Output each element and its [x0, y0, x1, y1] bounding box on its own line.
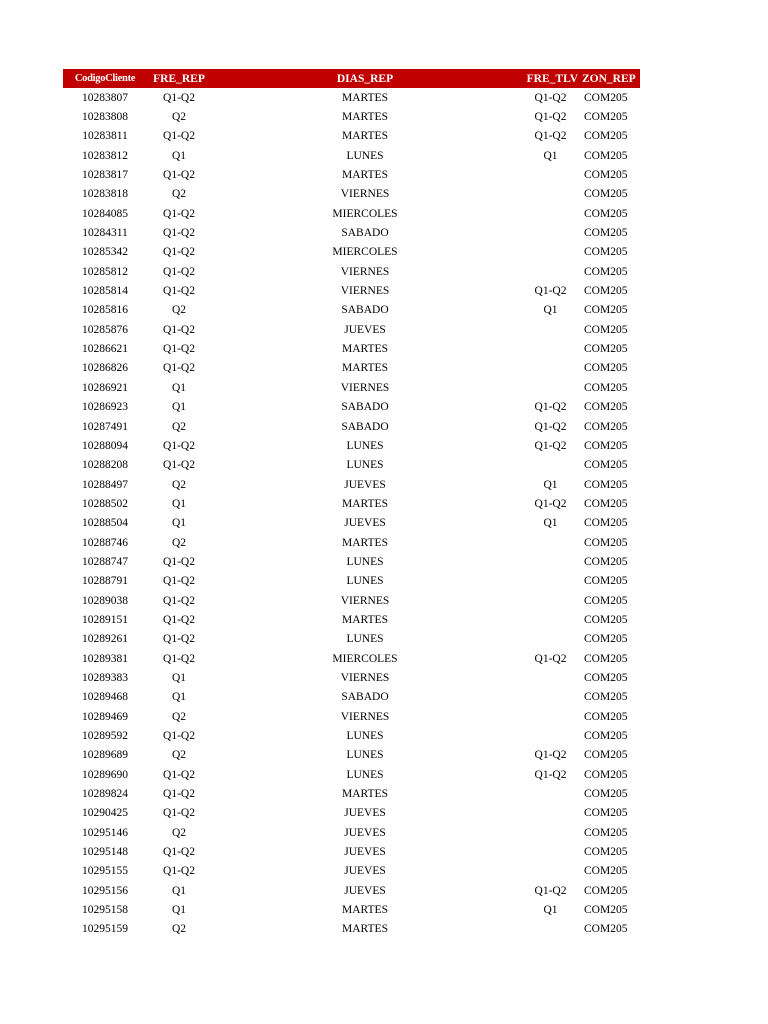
table-row: [63, 107, 640, 126]
table-row: [63, 920, 640, 939]
cell-dias-rep[interactable]: SABADO: [341, 420, 389, 433]
cell-codigo-cliente[interactable]: 10288747: [82, 555, 128, 568]
cell-dias-rep[interactable]: MARTES: [342, 497, 388, 510]
cell-dias-rep[interactable]: MARTES: [342, 788, 388, 801]
cell-zon-rep[interactable]: COM205: [584, 149, 628, 162]
cell-zon-rep[interactable]: COM205: [584, 207, 628, 220]
cell-fre-tlv[interactable]: Q1-Q2: [534, 420, 567, 433]
table-row: [63, 262, 640, 281]
cell-dias-rep[interactable]: SABADO: [341, 227, 389, 240]
cell-dias-rep[interactable]: JUEVES: [344, 865, 386, 878]
cell-codigo-cliente[interactable]: 10289689: [82, 749, 128, 762]
cell-fre-rep[interactable]: Q1-Q2: [163, 730, 195, 743]
cell-fre-rep[interactable]: Q1-Q2: [163, 130, 195, 143]
cell-zon-rep[interactable]: COM205: [584, 265, 628, 278]
table-row: [63, 223, 640, 242]
cell-dias-rep[interactable]: MIERCOLES: [332, 207, 398, 220]
cell-zon-rep[interactable]: COM205: [584, 846, 628, 859]
cell-fre-rep[interactable]: Q1-Q2: [163, 575, 195, 588]
cell-fre-rep[interactable]: Q1-Q2: [163, 169, 195, 182]
cell-dias-rep[interactable]: MARTES: [342, 91, 388, 104]
table-row: [63, 765, 640, 784]
cell-fre-tlv[interactable]: Q1-Q2: [534, 401, 567, 414]
cell-fre-rep[interactable]: Q1: [171, 884, 187, 897]
table-header: [63, 69, 640, 88]
cell-zon-rep[interactable]: COM205: [584, 788, 628, 801]
cell-codigo-cliente[interactable]: 10287491: [82, 420, 128, 433]
cell-fre-tlv[interactable]: Q1: [543, 149, 558, 162]
cell-zon-rep[interactable]: COM205: [584, 362, 628, 375]
table-row: [63, 436, 640, 455]
cell-codigo-cliente[interactable]: 10283817: [82, 169, 128, 182]
cell-fre-rep[interactable]: Q1-Q2: [163, 788, 195, 801]
cell-fre-rep[interactable]: Q1: [171, 149, 187, 162]
cell-fre-rep[interactable]: Q2: [171, 826, 187, 839]
table-row: [63, 610, 640, 629]
cell-fre-rep[interactable]: Q1-Q2: [163, 807, 195, 820]
cell-dias-rep[interactable]: JUEVES: [344, 884, 386, 897]
cell-zon-rep[interactable]: COM205: [584, 381, 628, 394]
cell-zon-rep[interactable]: COM205: [584, 671, 628, 684]
cell-codigo-cliente[interactable]: 10289592: [82, 730, 128, 743]
cell-codigo-cliente[interactable]: 10288094: [82, 439, 128, 452]
cell-codigo-cliente[interactable]: 10289824: [82, 788, 128, 801]
table-row: [63, 398, 640, 417]
cell-codigo-cliente[interactable]: 10283811: [82, 130, 128, 143]
cell-dias-rep[interactable]: VIERNES: [340, 381, 390, 394]
cell-zon-rep[interactable]: COM205: [584, 246, 628, 259]
cell-fre-tlv[interactable]: Q1-Q2: [534, 884, 567, 897]
table-row: [63, 591, 640, 610]
table-row: [63, 572, 640, 591]
cell-dias-rep[interactable]: LUNES: [346, 730, 384, 743]
table-row: [63, 784, 640, 803]
cell-fre-tlv[interactable]: Q1-Q2: [534, 285, 567, 298]
cell-fre-tlv[interactable]: Q1-Q2: [534, 111, 567, 124]
cell-dias-rep[interactable]: MIERCOLES: [332, 652, 398, 665]
cell-codigo-cliente[interactable]: 10284085: [82, 207, 128, 220]
cell-codigo-cliente[interactable]: 10295159: [82, 923, 128, 936]
cell-zon-rep[interactable]: COM205: [584, 613, 628, 626]
cell-dias-rep[interactable]: LUNES: [346, 459, 384, 472]
cell-fre-rep[interactable]: Q1-Q2: [163, 768, 195, 781]
cell-codigo-cliente[interactable]: 10295148: [82, 846, 128, 859]
table-row: [63, 707, 640, 726]
cell-fre-tlv[interactable]: Q1-Q2: [534, 768, 567, 781]
cell-dias-rep[interactable]: MARTES: [342, 130, 388, 143]
table-row: [63, 185, 640, 204]
cell-fre-rep[interactable]: Q1-Q2: [163, 439, 195, 452]
client-table: [63, 69, 640, 939]
table-row: [63, 823, 640, 842]
cell-dias-rep[interactable]: LUNES: [346, 439, 384, 452]
cell-fre-rep[interactable]: Q1: [171, 497, 187, 510]
header-fre-rep[interactable]: FRE_REP: [153, 72, 205, 85]
cell-codigo-cliente[interactable]: 10288791: [82, 575, 128, 588]
cell-dias-rep[interactable]: MARTES: [342, 923, 388, 936]
cell-codigo-cliente[interactable]: 10288504: [82, 517, 128, 530]
cell-zon-rep[interactable]: COM205: [584, 575, 628, 588]
cell-fre-rep[interactable]: Q1-Q2: [163, 246, 195, 259]
cell-dias-rep[interactable]: JUEVES: [344, 478, 386, 491]
cell-dias-rep[interactable]: LUNES: [346, 149, 384, 162]
cell-fre-rep[interactable]: Q2: [171, 710, 187, 723]
table-body: [63, 88, 640, 939]
cell-codigo-cliente[interactable]: 10295146: [82, 826, 128, 839]
table-row: [63, 359, 640, 378]
table-row: [63, 165, 640, 184]
header-fre-tlv[interactable]: FRE_TLV: [526, 72, 578, 85]
cell-fre-tlv[interactable]: Q1-Q2: [534, 497, 567, 510]
cell-dias-rep[interactable]: MARTES: [342, 904, 388, 917]
cell-fre-rep[interactable]: Q2: [171, 478, 187, 491]
cell-zon-rep[interactable]: COM205: [584, 865, 628, 878]
cell-zon-rep[interactable]: COM205: [584, 652, 628, 665]
cell-zon-rep[interactable]: COM205: [584, 478, 628, 491]
cell-codigo-cliente[interactable]: 10283818: [82, 188, 128, 201]
table-row: [63, 475, 640, 494]
table-row: [63, 494, 640, 513]
cell-fre-rep[interactable]: Q1-Q2: [163, 285, 195, 298]
table-row: [63, 688, 640, 707]
cell-codigo-cliente[interactable]: 10289381: [82, 652, 128, 665]
cell-codigo-cliente[interactable]: 10289038: [82, 594, 128, 607]
cell-dias-rep[interactable]: JUEVES: [344, 807, 386, 820]
cell-codigo-cliente[interactable]: 10286826: [82, 362, 128, 375]
cell-zon-rep[interactable]: COM205: [584, 691, 628, 704]
cell-fre-tlv[interactable]: Q1-Q2: [534, 439, 567, 452]
cell-fre-rep[interactable]: Q2: [171, 188, 187, 201]
cell-codigo-cliente[interactable]: 10288746: [82, 536, 128, 549]
cell-fre-rep[interactable]: Q1-Q2: [163, 459, 195, 472]
cell-dias-rep[interactable]: SABADO: [341, 304, 389, 317]
cell-zon-rep[interactable]: COM205: [584, 826, 628, 839]
cell-codigo-cliente[interactable]: 10286921: [82, 381, 128, 394]
cell-zon-rep[interactable]: COM205: [584, 768, 628, 781]
cell-zon-rep[interactable]: COM205: [584, 111, 628, 124]
cell-codigo-cliente[interactable]: 10288502: [82, 497, 128, 510]
cell-fre-rep[interactable]: Q1-Q2: [163, 633, 195, 646]
cell-dias-rep[interactable]: VIERNES: [340, 594, 390, 607]
cell-fre-rep[interactable]: Q1: [171, 381, 187, 394]
cell-codigo-cliente[interactable]: 10283807: [82, 91, 128, 104]
cell-fre-tlv[interactable]: Q1: [543, 904, 558, 917]
cell-fre-rep[interactable]: Q1-Q2: [163, 207, 195, 220]
cell-dias-rep[interactable]: MARTES: [342, 613, 388, 626]
cell-fre-tlv[interactable]: Q1: [543, 304, 558, 317]
cell-codigo-cliente[interactable]: 10289690: [82, 768, 128, 781]
cell-dias-rep[interactable]: VIERNES: [340, 710, 390, 723]
table-row: [63, 533, 640, 552]
cell-fre-rep[interactable]: Q1-Q2: [163, 91, 195, 104]
cell-fre-rep[interactable]: Q1: [171, 691, 187, 704]
header-zon-rep[interactable]: ZON_REP: [582, 72, 636, 85]
cell-fre-rep[interactable]: Q1-Q2: [163, 343, 195, 356]
cell-fre-rep[interactable]: Q2: [171, 111, 187, 124]
cell-zon-rep[interactable]: COM205: [584, 304, 628, 317]
cell-zon-rep[interactable]: COM205: [584, 420, 628, 433]
cell-fre-rep[interactable]: Q1-Q2: [163, 555, 195, 568]
cell-dias-rep[interactable]: MIERCOLES: [332, 246, 398, 259]
cell-zon-rep[interactable]: COM205: [584, 749, 628, 762]
cell-fre-rep[interactable]: Q2: [171, 749, 187, 762]
cell-zon-rep[interactable]: COM205: [584, 594, 628, 607]
table-row: [63, 378, 640, 397]
cell-dias-rep[interactable]: JUEVES: [344, 846, 386, 859]
table-row: [63, 339, 640, 358]
cell-dias-rep[interactable]: LUNES: [346, 575, 384, 588]
cell-fre-tlv[interactable]: Q1-Q2: [534, 652, 567, 665]
cell-fre-rep[interactable]: Q2: [171, 420, 187, 433]
cell-codigo-cliente[interactable]: 10285812: [82, 265, 128, 278]
cell-zon-rep[interactable]: COM205: [584, 459, 628, 472]
table-row: [63, 881, 640, 900]
table-row: [63, 456, 640, 475]
table-row: [63, 320, 640, 339]
cell-dias-rep[interactable]: VIERNES: [340, 671, 390, 684]
cell-dias-rep[interactable]: MARTES: [342, 536, 388, 549]
cell-codigo-cliente[interactable]: 10285814: [82, 285, 128, 298]
cell-fre-rep[interactable]: Q2: [171, 536, 187, 549]
header-codigo-cliente[interactable]: CodigoCliente: [74, 73, 136, 84]
cell-zon-rep[interactable]: COM205: [584, 497, 628, 510]
cell-zon-rep[interactable]: COM205: [584, 536, 628, 549]
cell-codigo-cliente[interactable]: 10285342: [82, 246, 128, 259]
cell-fre-rep[interactable]: Q1-Q2: [163, 865, 195, 878]
cell-dias-rep[interactable]: MARTES: [342, 362, 388, 375]
table-row: [63, 88, 640, 107]
table-row: [63, 552, 640, 571]
table-row: [63, 281, 640, 300]
cell-codigo-cliente[interactable]: 10283812: [82, 149, 128, 162]
cell-zon-rep[interactable]: COM205: [584, 323, 628, 336]
cell-fre-rep[interactable]: Q2: [171, 923, 187, 936]
cell-codigo-cliente[interactable]: 10283808: [82, 111, 128, 124]
cell-zon-rep[interactable]: COM205: [584, 285, 628, 298]
cell-zon-rep[interactable]: COM205: [584, 343, 628, 356]
cell-zon-rep[interactable]: COM205: [584, 227, 628, 240]
cell-dias-rep[interactable]: VIERNES: [340, 285, 390, 298]
cell-fre-tlv[interactable]: Q1-Q2: [534, 130, 567, 143]
cell-codigo-cliente[interactable]: 10286923: [82, 401, 128, 414]
cell-codigo-cliente[interactable]: 10289151: [82, 613, 128, 626]
cell-dias-rep[interactable]: LUNES: [346, 749, 384, 762]
cell-zon-rep[interactable]: COM205: [584, 730, 628, 743]
cell-fre-tlv[interactable]: Q1: [543, 517, 558, 530]
table-row: [63, 842, 640, 861]
cell-dias-rep[interactable]: JUEVES: [344, 826, 386, 839]
cell-fre-rep[interactable]: Q1: [171, 401, 187, 414]
cell-fre-rep[interactable]: Q1-Q2: [163, 846, 195, 859]
table-row: [63, 204, 640, 223]
cell-fre-rep[interactable]: Q1: [171, 904, 187, 917]
cell-zon-rep[interactable]: COM205: [584, 807, 628, 820]
cell-dias-rep[interactable]: JUEVES: [344, 323, 386, 336]
cell-fre-rep[interactable]: Q1-Q2: [163, 227, 195, 240]
cell-dias-rep[interactable]: MARTES: [342, 111, 388, 124]
cell-zon-rep[interactable]: COM205: [584, 884, 628, 897]
cell-fre-tlv[interactable]: Q1: [543, 478, 558, 491]
cell-codigo-cliente[interactable]: 10295156: [82, 884, 128, 897]
cell-dias-rep[interactable]: SABADO: [341, 401, 389, 414]
cell-dias-rep[interactable]: MARTES: [342, 169, 388, 182]
cell-zon-rep[interactable]: COM205: [584, 904, 628, 917]
cell-zon-rep[interactable]: COM205: [584, 439, 628, 452]
table-row: [63, 649, 640, 668]
cell-codigo-cliente[interactable]: 10295158: [82, 904, 128, 917]
cell-codigo-cliente[interactable]: 10289468: [82, 691, 128, 704]
cell-zon-rep[interactable]: COM205: [584, 923, 628, 936]
table-row: [63, 804, 640, 823]
cell-dias-rep[interactable]: VIERNES: [340, 188, 390, 201]
table-row: [63, 127, 640, 146]
cell-fre-rep[interactable]: Q1-Q2: [163, 594, 195, 607]
cell-zon-rep[interactable]: COM205: [584, 555, 628, 568]
cell-zon-rep[interactable]: COM205: [584, 91, 628, 104]
table-row: [63, 900, 640, 919]
table-row: [63, 726, 640, 745]
table-row: [63, 630, 640, 649]
cell-codigo-cliente[interactable]: 10289383: [82, 671, 128, 684]
cell-codigo-cliente[interactable]: 10288208: [82, 459, 128, 472]
table-row: [63, 146, 640, 165]
cell-zon-rep[interactable]: COM205: [584, 188, 628, 201]
cell-codigo-cliente[interactable]: 10289469: [82, 710, 128, 723]
cell-dias-rep[interactable]: VIERNES: [340, 265, 390, 278]
cell-dias-rep[interactable]: LUNES: [346, 633, 384, 646]
cell-codigo-cliente[interactable]: 10295155: [82, 865, 128, 878]
cell-fre-rep[interactable]: Q1: [171, 671, 187, 684]
cell-fre-rep[interactable]: Q1-Q2: [163, 265, 195, 278]
cell-fre-tlv[interactable]: Q1-Q2: [534, 91, 567, 104]
cell-codigo-cliente[interactable]: 10285876: [82, 323, 128, 336]
cell-zon-rep[interactable]: COM205: [584, 633, 628, 646]
cell-codigo-cliente[interactable]: 10289261: [82, 633, 128, 646]
table-row: [63, 746, 640, 765]
cell-fre-rep[interactable]: Q1-Q2: [163, 362, 195, 375]
cell-fre-rep[interactable]: Q2: [171, 304, 187, 317]
cell-codigo-cliente[interactable]: 10290425: [82, 807, 128, 820]
cell-zon-rep[interactable]: COM205: [584, 130, 628, 143]
cell-fre-rep[interactable]: Q1-Q2: [163, 652, 195, 665]
cell-codigo-cliente[interactable]: 10284311: [82, 227, 128, 240]
cell-fre-rep[interactable]: Q1-Q2: [163, 323, 195, 336]
cell-dias-rep[interactable]: LUNES: [346, 555, 384, 568]
cell-fre-tlv[interactable]: Q1-Q2: [534, 749, 567, 762]
table-row: [63, 243, 640, 262]
table-row: [63, 301, 640, 320]
cell-zon-rep[interactable]: COM205: [584, 710, 628, 723]
cell-zon-rep[interactable]: COM205: [584, 517, 628, 530]
cell-fre-rep[interactable]: Q1: [171, 517, 187, 530]
cell-dias-rep[interactable]: JUEVES: [344, 517, 386, 530]
cell-codigo-cliente[interactable]: 10288497: [82, 478, 128, 491]
cell-dias-rep[interactable]: LUNES: [346, 768, 384, 781]
cell-codigo-cliente[interactable]: 10286621: [82, 343, 128, 356]
cell-dias-rep[interactable]: SABADO: [341, 691, 389, 704]
cell-dias-rep[interactable]: MARTES: [342, 343, 388, 356]
table-row: [63, 514, 640, 533]
table-row: [63, 417, 640, 436]
cell-zon-rep[interactable]: COM205: [584, 169, 628, 182]
cell-zon-rep[interactable]: COM205: [584, 401, 628, 414]
cell-codigo-cliente[interactable]: 10285816: [82, 304, 128, 317]
table-row: [63, 668, 640, 687]
table-row: [63, 862, 640, 881]
header-dias-rep[interactable]: DIAS_REP: [336, 72, 394, 85]
cell-fre-rep[interactable]: Q1-Q2: [163, 613, 195, 626]
